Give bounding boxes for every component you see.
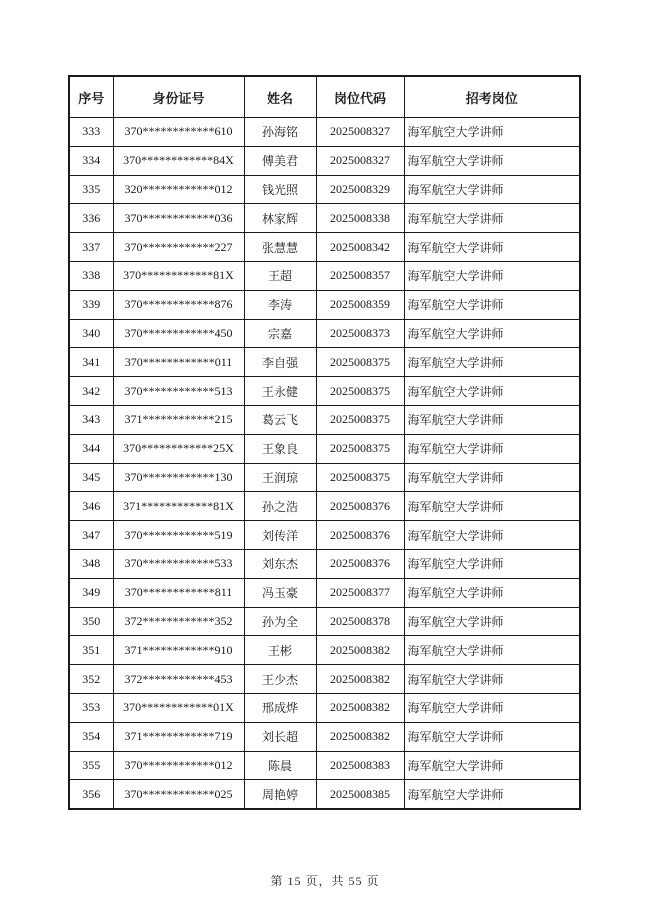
cell-name: 刘长超: [244, 722, 316, 751]
cell-name: 张慧慧: [244, 233, 316, 262]
cell-id-number: 371************910: [113, 636, 244, 665]
cell-index: 351: [69, 636, 113, 665]
cell-name: 王少杰: [244, 665, 316, 694]
cell-id-number: 371************215: [113, 405, 244, 434]
cell-id-number: 370************519: [113, 521, 244, 550]
table-row: [69, 434, 580, 463]
cell-id-number: 370************811: [113, 578, 244, 607]
cell-name: 宗嘉: [244, 319, 316, 348]
cell-id-number: 370************533: [113, 549, 244, 578]
table-row: [69, 204, 580, 233]
table-row: [69, 175, 580, 204]
cell-position: 海军航空大学讲师: [404, 521, 580, 550]
cell-id-number: 370************011: [113, 348, 244, 377]
cell-id-number: 370************227: [113, 233, 244, 262]
cell-id-number: 370************130: [113, 463, 244, 492]
cell-job-code: 2025008357: [316, 261, 404, 290]
cell-job-code: 2025008378: [316, 607, 404, 636]
cell-job-code: 2025008382: [316, 722, 404, 751]
table-row: [69, 636, 580, 665]
cell-position: 海军航空大学讲师: [404, 665, 580, 694]
table-row: [69, 377, 580, 406]
cell-index: 340: [69, 319, 113, 348]
cell-name: 陈晨: [244, 751, 316, 780]
cell-name: 李自强: [244, 348, 316, 377]
table-row: [69, 348, 580, 377]
cell-index: 335: [69, 175, 113, 204]
table-row: [69, 665, 580, 694]
cell-job-code: 2025008382: [316, 636, 404, 665]
cell-id-number: 370************513: [113, 377, 244, 406]
column-header-job-code: 岗位代码: [316, 76, 404, 118]
cell-id-number: 370************610: [113, 118, 244, 147]
cell-job-code: 2025008375: [316, 405, 404, 434]
cell-id-number: 370************81X: [113, 261, 244, 290]
cell-job-code: 2025008359: [316, 290, 404, 319]
table-row: [69, 463, 580, 492]
cell-id-number: 370************025: [113, 780, 244, 809]
cell-name: 邢成烨: [244, 693, 316, 722]
cell-job-code: 2025008329: [316, 175, 404, 204]
cell-job-code: 2025008375: [316, 463, 404, 492]
cell-index: 343: [69, 405, 113, 434]
cell-position: 海军航空大学讲师: [404, 233, 580, 262]
cell-position: 海军航空大学讲师: [404, 319, 580, 348]
cell-name: 钱光照: [244, 175, 316, 204]
cell-name: 傅美君: [244, 146, 316, 175]
cell-index: 344: [69, 434, 113, 463]
cell-job-code: 2025008338: [316, 204, 404, 233]
cell-position: 海军航空大学讲师: [404, 780, 580, 809]
cell-job-code: 2025008373: [316, 319, 404, 348]
cell-job-code: 2025008327: [316, 146, 404, 175]
cell-id-number: 370************84X: [113, 146, 244, 175]
table-row: [69, 290, 580, 319]
cell-id-number: 371************81X: [113, 492, 244, 521]
cell-id-number: 370************876: [113, 290, 244, 319]
cell-position: 海军航空大学讲师: [404, 636, 580, 665]
cell-name: 冯玉豪: [244, 578, 316, 607]
cell-position: 海军航空大学讲师: [404, 204, 580, 233]
cell-name: 王润琼: [244, 463, 316, 492]
cell-job-code: 2025008376: [316, 521, 404, 550]
cell-position: 海军航空大学讲师: [404, 175, 580, 204]
cell-index: 342: [69, 377, 113, 406]
cell-position: 海军航空大学讲师: [404, 146, 580, 175]
cell-index: 356: [69, 780, 113, 809]
cell-id-number: 370************012: [113, 751, 244, 780]
cell-index: 353: [69, 693, 113, 722]
cell-name: 李涛: [244, 290, 316, 319]
table-row: [69, 146, 580, 175]
cell-job-code: 2025008375: [316, 434, 404, 463]
cell-position: 海军航空大学讲师: [404, 492, 580, 521]
cell-position: 海军航空大学讲师: [404, 549, 580, 578]
cell-job-code: 2025008382: [316, 665, 404, 694]
table-row: [69, 405, 580, 434]
cell-position: 海军航空大学讲师: [404, 693, 580, 722]
cell-id-number: 370************450: [113, 319, 244, 348]
table-row: [69, 780, 580, 809]
cell-id-number: 371************719: [113, 722, 244, 751]
cell-position: 海军航空大学讲师: [404, 348, 580, 377]
column-header-position: 招考岗位: [404, 76, 580, 118]
page-number-footer: 第 15 页，共 55 页: [270, 874, 380, 888]
cell-index: 355: [69, 751, 113, 780]
cell-position: 海军航空大学讲师: [404, 434, 580, 463]
table-row: [69, 319, 580, 348]
cell-job-code: 2025008377: [316, 578, 404, 607]
cell-position: 海军航空大学讲师: [404, 578, 580, 607]
cell-index: 333: [69, 118, 113, 147]
cell-name: 林家辉: [244, 204, 316, 233]
cell-index: 346: [69, 492, 113, 521]
table-row: [69, 521, 580, 550]
cell-name: 孙海铭: [244, 118, 316, 147]
cell-id-number: 320************012: [113, 175, 244, 204]
cell-job-code: 2025008383: [316, 751, 404, 780]
cell-position: 海军航空大学讲师: [404, 722, 580, 751]
cell-id-number: 372************352: [113, 607, 244, 636]
cell-index: 338: [69, 261, 113, 290]
cell-index: 334: [69, 146, 113, 175]
cell-position: 海军航空大学讲师: [404, 751, 580, 780]
column-header-index: 序号: [69, 76, 113, 118]
cell-name: 王象良: [244, 434, 316, 463]
cell-index: 349: [69, 578, 113, 607]
cell-index: 354: [69, 722, 113, 751]
cell-id-number: 370************25X: [113, 434, 244, 463]
cell-job-code: 2025008376: [316, 492, 404, 521]
cell-name: 孙为全: [244, 607, 316, 636]
cell-index: 352: [69, 665, 113, 694]
cell-id-number: 370************036: [113, 204, 244, 233]
table-row: [69, 118, 580, 147]
cell-position: 海军航空大学讲师: [404, 290, 580, 319]
cell-name: 孙之浩: [244, 492, 316, 521]
cell-position: 海军航空大学讲师: [404, 405, 580, 434]
cell-job-code: 2025008375: [316, 377, 404, 406]
cell-job-code: 2025008385: [316, 780, 404, 809]
cell-id-number: 372************453: [113, 665, 244, 694]
table-row: [69, 492, 580, 521]
cell-name: 王永健: [244, 377, 316, 406]
cell-position: 海军航空大学讲师: [404, 261, 580, 290]
cell-name: 王超: [244, 261, 316, 290]
cell-index: 337: [69, 233, 113, 262]
table-row: [69, 751, 580, 780]
cell-job-code: 2025008375: [316, 348, 404, 377]
cell-index: 336: [69, 204, 113, 233]
cell-name: 刘传洋: [244, 521, 316, 550]
cell-job-code: 2025008327: [316, 118, 404, 147]
cell-index: 350: [69, 607, 113, 636]
cell-index: 345: [69, 463, 113, 492]
cell-position: 海军航空大学讲师: [404, 607, 580, 636]
cell-index: 341: [69, 348, 113, 377]
candidate-roster-table: [68, 75, 581, 810]
cell-name: 王彬: [244, 636, 316, 665]
cell-job-code: 2025008342: [316, 233, 404, 262]
table-header-row: [69, 76, 580, 118]
cell-name: 周艳婷: [244, 780, 316, 809]
cell-job-code: 2025008376: [316, 549, 404, 578]
table-row: [69, 549, 580, 578]
cell-id-number: 370************01X: [113, 693, 244, 722]
table-row: [69, 722, 580, 751]
cell-name: 葛云飞: [244, 405, 316, 434]
column-header-name: 姓名: [244, 76, 316, 118]
table-row: [69, 233, 580, 262]
column-header-id-number: 身份证号: [113, 76, 244, 118]
table-row: [69, 578, 580, 607]
cell-name: 刘东杰: [244, 549, 316, 578]
cell-position: 海军航空大学讲师: [404, 377, 580, 406]
cell-index: 347: [69, 521, 113, 550]
cell-position: 海军航空大学讲师: [404, 463, 580, 492]
cell-index: 339: [69, 290, 113, 319]
cell-job-code: 2025008382: [316, 693, 404, 722]
table-row: [69, 607, 580, 636]
table-row: [69, 261, 580, 290]
table-row: [69, 693, 580, 722]
cell-index: 348: [69, 549, 113, 578]
cell-position: 海军航空大学讲师: [404, 118, 580, 147]
